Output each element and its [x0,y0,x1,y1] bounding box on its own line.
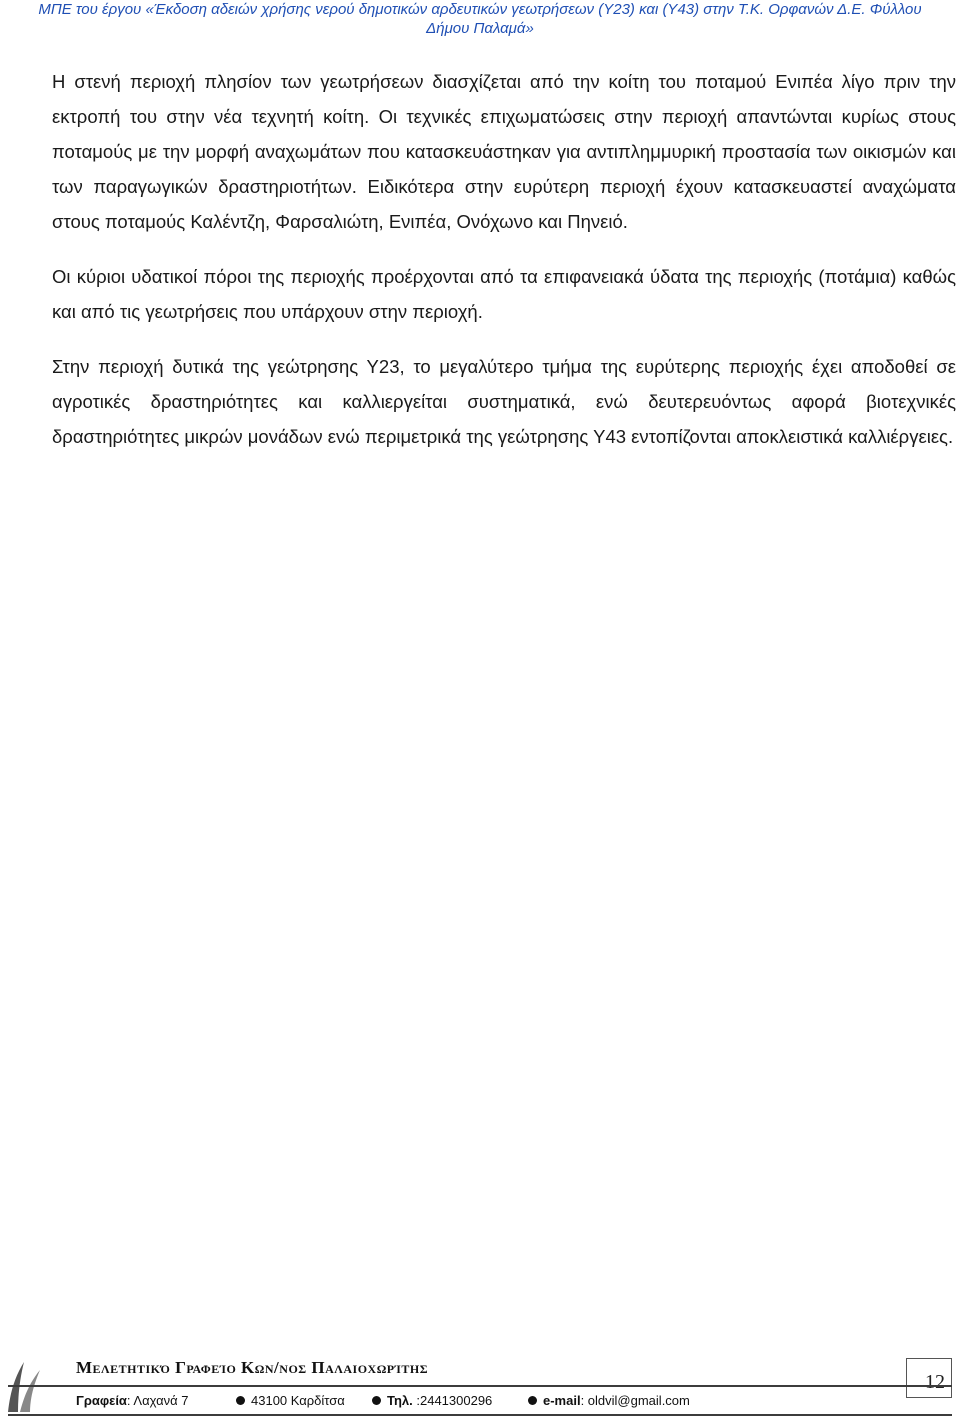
phone-label: Τηλ. [387,1393,413,1408]
bullet-icon [372,1396,381,1405]
office-name: Μελετητικό Γραφείο Κων/νος Παλαιοχωρίτης [76,1358,429,1377]
contact-office [76,1393,188,1408]
header-line-1: ΜΠΕ του έργου «Έκδοση αδειών χρήσης νερού δημοτικών αρδευτικών γεωτρήσεων (Υ23) και (Υ43) στην Τ.Κ. Ορφανών Δ.Ε. Φύλλου [38,1,922,18]
bullet-icon [528,1396,537,1405]
document-header [0,0,960,38]
office-label: Γραφεία [76,1393,127,1408]
document-body [52,64,956,474]
footer-rule-bottom [8,1414,952,1416]
postcode-city: 43100 Καρδίτσα [251,1393,345,1408]
office-address: : Λαχανά 7 [126,1393,189,1408]
paragraph-3: Στην περιοχή δυτικά της γεώτρησης Υ23, το μεγαλύτερο τμήμα της ευρύτερης περιοχής έχει αποδοθεί σε αγροτικές δραστηριότητες και καλλιεργείται συστηματικά, ενώ δευτερευόντως αφορά βιοτεχνικές δραστηριότητες μικρών μονάδων ενώ περιμετρικά της γεώτρησης Υ43 εντοπίζονται αποκλειστικά καλλιέργειες. [52,356,956,447]
email-address[interactable]: : oldvil@gmail.com [580,1393,690,1408]
paragraph-1: Η στενή περιοχή πλησίον των γεωτρήσεων διασχίζεται από την κοίτη του ποταμού Ενιπέα λίγο πριν την εκτροπή του στην νέα τεχνητή κοίτη. Οι τεχνικές επιχωματώσεις στην περιοχή απαντώνται κυρίως στους ποταμούς με την μορφή αναχωμάτων που κατασκευάστηκαν για αντιπλημμυρική προστασία των οικισμών και των παραγωγικών δραστηριοτήτων. Ειδικότερα στην ευρύτερη περιοχή έχουν κατασκευαστεί αναχώματα στους ποταμούς Καλέντζη, Φαρσαλιώτη, Ενιπέα, Ονόχωνο και Πηνειό. [52,71,956,232]
contact-phone [372,1393,492,1408]
header-line-2: Δήμου Παλαμά» [426,20,534,37]
bullet-icon [236,1396,245,1405]
footer-rule-top [8,1385,952,1387]
paragraph-2: Οι κύριοι υδατικοί πόροι της περιοχής προέρχονται από τα επιφανειακά ύδατα της περιοχής (ποτάμια) καθώς και από τις γεωτρήσεις που υπάρχουν στην περιοχή. [52,266,956,322]
page-number: 12 [925,1371,945,1393]
page-number-box [906,1358,952,1398]
footer-contacts [76,1393,906,1413]
phone-number: :2441300296 [412,1393,493,1408]
contact-email [528,1393,690,1408]
contact-postcode [236,1393,345,1408]
email-label: e-mail [543,1393,581,1408]
